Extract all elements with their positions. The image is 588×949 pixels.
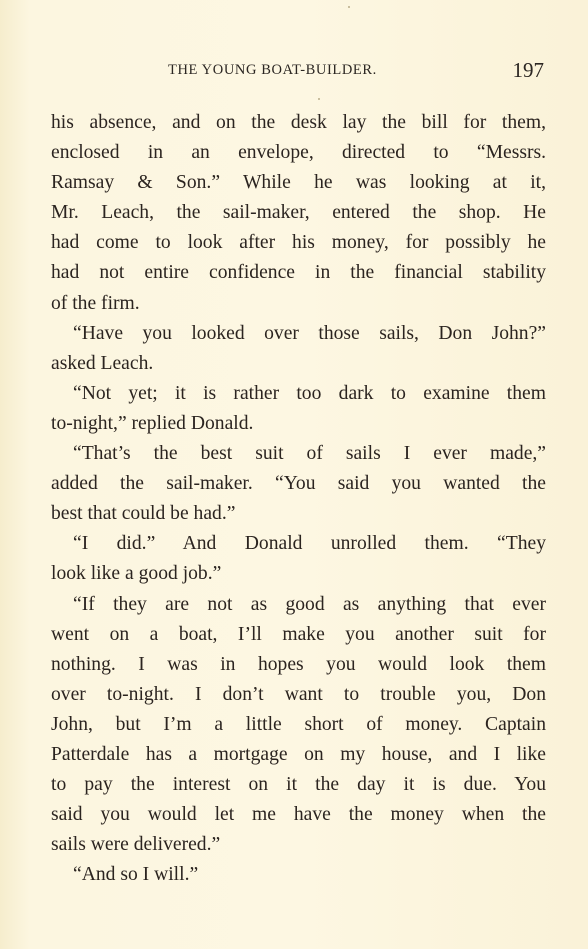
text-line: John, but I’m a little short of money. Captain bbox=[51, 713, 546, 735]
text-line: nothing. I was in hopes you would look them bbox=[51, 653, 546, 675]
text-line: over to-night. I don’t want to trouble you, Don bbox=[51, 683, 546, 705]
page-number: 197 bbox=[512, 58, 544, 82]
text-line: best that could be had.” bbox=[51, 503, 236, 525]
text-line: asked Leach. bbox=[51, 352, 154, 374]
text-line: to pay the interest on it the day it is due. You bbox=[51, 774, 546, 796]
text-line: his absence, and on the desk lay the bill for them, bbox=[51, 112, 546, 133]
text-line: enclosed in an envelope, directed to “Messrs. bbox=[51, 142, 546, 164]
text-line: “Not yet; it is rather too dark to examine them bbox=[73, 382, 546, 404]
text-line: Ramsay & Son.” While he was looking at it, bbox=[51, 172, 546, 194]
text-line: went on a boat, I’ll make you another suit for bbox=[51, 623, 546, 645]
text-line: had not entire confidence in the financial stability bbox=[51, 262, 546, 284]
body-text bbox=[51, 108, 546, 890]
text-line: sails were delivered.” bbox=[51, 834, 221, 856]
text-line: said you would let me have the money when the bbox=[51, 804, 546, 826]
text-line: “That’s the best suit of sails I ever made,” bbox=[73, 443, 546, 465]
text-line: to-night,” replied Donald. bbox=[51, 412, 254, 434]
text-line: “And so I will.” bbox=[73, 864, 199, 886]
text-line: Patterdale has a mortgage on my house, and I like bbox=[51, 743, 546, 765]
running-head bbox=[168, 58, 544, 82]
text-line: “Have you looked over those sails, Don John?” bbox=[73, 322, 546, 344]
text-line: of the firm. bbox=[51, 292, 140, 314]
paper-speck bbox=[348, 6, 350, 8]
text-line: had come to look after his money, for possibly he bbox=[51, 232, 546, 254]
text-line: “I did.” And Donald unrolled them. “They bbox=[73, 533, 546, 555]
text-line: look like a good job.” bbox=[51, 563, 222, 585]
text-line: “If they are not as good as anything that ever bbox=[73, 593, 546, 615]
paper-speck bbox=[318, 98, 320, 100]
text-line: added the sail-maker. “You said you wanted the bbox=[51, 473, 546, 495]
text-line: Mr. Leach, the sail-maker, entered the shop. He bbox=[51, 202, 546, 224]
running-title: THE YOUNG BOAT-BUILDER. bbox=[168, 62, 377, 78]
